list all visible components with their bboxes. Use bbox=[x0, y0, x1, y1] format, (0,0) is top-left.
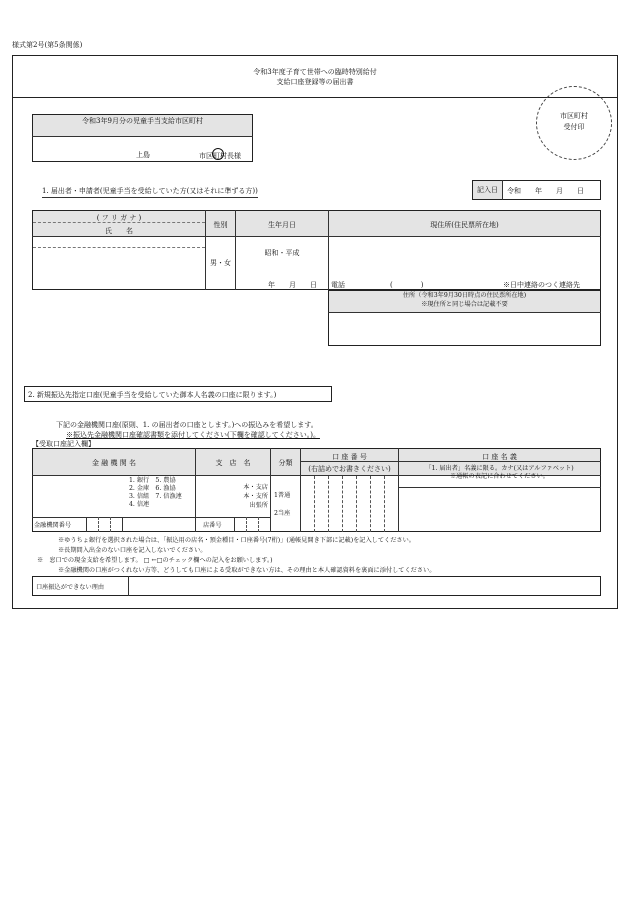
city-circle-mark bbox=[212, 148, 224, 160]
account-type-1[interactable]: 1普通 bbox=[274, 492, 291, 499]
section1-heading: 1. 届出者・申請者(児童手当を受給していた方(又はそれに準ずる方)) bbox=[42, 186, 258, 198]
title-line-2: 支給口座登録等の届出書 bbox=[276, 78, 354, 86]
bank-type-2[interactable]: 2. 金庫 6. 漁協 bbox=[129, 485, 176, 492]
bank-type-4[interactable]: 4. 信連 bbox=[129, 501, 150, 508]
bank-code-digit[interactable] bbox=[110, 517, 111, 532]
addressee-city: 上島 bbox=[136, 151, 150, 159]
account-digit[interactable] bbox=[370, 476, 371, 532]
holder-note-1: 「1. 届出者」名義に限る。カナ(又はアルファベット) bbox=[425, 465, 574, 472]
receipt-label: 【受取口座記入欄】 bbox=[32, 440, 95, 448]
note-cash[interactable]: ※ 窓口での現金支給を希望します。 □ ←□のチェック欄への記入をお願いします。) bbox=[37, 557, 273, 564]
branch-type-2[interactable]: 本・支所 bbox=[243, 493, 268, 500]
branch-type-3[interactable]: 出張所 bbox=[249, 502, 268, 509]
branch-type-1[interactable]: 本・支店 bbox=[243, 484, 268, 491]
section2-intro-note: ※振込先金融機関口座確認書類を添付してください(下欄を確認してください。)。 bbox=[66, 431, 320, 439]
account-sub: (右詰めでお書きください) bbox=[308, 465, 391, 473]
note-yucho: ※ゆうちょ銀行を選択された場合は、「振込用の店名・預金種目・口座番号(7桁)」(通帳見開き下部に記載)を記入してください。 bbox=[58, 537, 415, 544]
bank-header: 金 融 機 関 名 bbox=[92, 459, 136, 467]
bank-type-list[interactable] bbox=[129, 477, 182, 509]
account-type-2[interactable]: 2当座 bbox=[274, 510, 291, 517]
branch-type-list[interactable] bbox=[236, 483, 268, 510]
reason-input[interactable] bbox=[129, 577, 600, 595]
type-header: 分類 bbox=[278, 459, 293, 467]
bank-type-1[interactable]: 1. 銀行 5. 農協 bbox=[129, 477, 176, 484]
furigana-input[interactable] bbox=[33, 247, 205, 248]
title-line-1: 令和3年度子育て世帯への臨時特別給付 bbox=[253, 68, 377, 76]
addressee-suffix: 市区町村長様 bbox=[199, 152, 241, 160]
furigana-label: ( フ リ ガ ナ ) bbox=[96, 214, 142, 222]
account-digit[interactable] bbox=[356, 476, 357, 532]
prev-address-input[interactable] bbox=[329, 313, 600, 345]
note-long-term: ※長期間入出金のない口座を記入しないでください。 bbox=[58, 547, 207, 554]
bank-name-input[interactable] bbox=[33, 476, 129, 516]
account-header: 口 座 番 号 bbox=[332, 453, 367, 461]
birth-ymd[interactable]: 年 月 日 bbox=[268, 281, 317, 289]
phone-label: 電話 bbox=[331, 281, 345, 289]
bank-code-digit[interactable] bbox=[98, 517, 99, 532]
section2-intro: 下記の金融機関口座(原則、1. の届出者の口座とします。)への振込みを希望します。 bbox=[56, 421, 318, 429]
address-label: 現住所(住民票所在地) bbox=[430, 221, 499, 229]
branch-code-digit[interactable] bbox=[246, 517, 247, 532]
name-input[interactable] bbox=[33, 250, 204, 288]
bank-code-label: 金融機関番号 bbox=[34, 522, 72, 529]
bank-type-3[interactable]: 3. 信組 7. 信漁連 bbox=[129, 493, 182, 500]
birth-label: 生年月日 bbox=[268, 221, 296, 229]
holder-note-2: ※通帳の表記に合わせてください。 bbox=[450, 473, 549, 480]
prev-address-label: 住所（令和3年9月30日時点の住民票所在地) bbox=[402, 292, 527, 299]
holder-header: 口 座 名 義 bbox=[482, 453, 517, 461]
stamp-line-2: 受付印 bbox=[563, 123, 585, 131]
phone-note: ※日中連絡のつく連絡先 bbox=[503, 281, 580, 289]
holder-input[interactable] bbox=[399, 488, 600, 531]
address-input[interactable] bbox=[329, 237, 600, 277]
prev-address-header bbox=[329, 291, 600, 312]
account-digit[interactable] bbox=[328, 476, 329, 532]
gender-label: 性別 bbox=[213, 221, 228, 229]
section2-heading: 2. 新規振込先指定口座(児童手当を受給していた御本人名義の口座に限ります。) bbox=[28, 391, 277, 399]
account-digit[interactable] bbox=[342, 476, 343, 532]
prev-address-note: ※現住所と同じ場合は記載不要 bbox=[421, 301, 508, 308]
stamp-line-1: 市区町村 bbox=[560, 112, 588, 120]
addressee-header: 令和3年9月分の児童手当支給市区町村 bbox=[33, 115, 252, 136]
branch-code-digit[interactable] bbox=[258, 517, 259, 532]
form-number: 様式第2号(第5条関係) bbox=[12, 41, 83, 49]
reason-label: 口座振込ができない理由 bbox=[36, 584, 105, 591]
date-label: 記入日 bbox=[473, 181, 502, 199]
account-digit[interactable] bbox=[384, 476, 385, 532]
receipt-stamp bbox=[536, 86, 612, 160]
note-cash-sub: ※金融機関の口座がつくれない方等、どうしても口座による受取ができない方は、その理由と本人確認資料を裏面に添付してください。 bbox=[58, 567, 436, 574]
gender-value[interactable]: 男・女 bbox=[210, 259, 231, 267]
birth-era[interactable]: 昭和・平成 bbox=[264, 249, 300, 257]
branch-code-label: 店番号 bbox=[203, 522, 222, 529]
name-label: 氏 名 bbox=[105, 227, 133, 235]
form-title bbox=[12, 67, 618, 87]
phone-paren[interactable]: ( ) bbox=[390, 281, 424, 289]
date-value[interactable]: 令和 年 月 日 bbox=[507, 187, 584, 195]
title-divider bbox=[12, 97, 618, 98]
account-digit[interactable] bbox=[314, 476, 315, 532]
branch-header: 支 店 名 bbox=[215, 459, 251, 467]
